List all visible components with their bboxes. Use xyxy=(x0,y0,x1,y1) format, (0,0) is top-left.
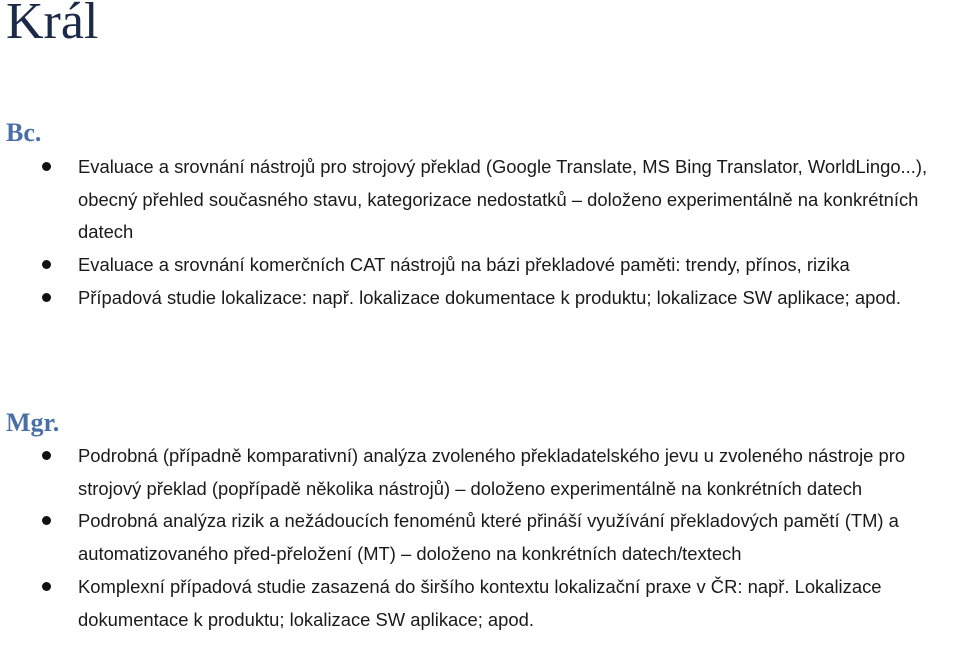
slide-title: Král xyxy=(6,0,99,50)
list-item-text: Komplexní případová studie zasazená do širšího kontextu lokalizační praxe v ČR: např. Lokalizace dokumentace k produktu; lokalizace SW aplikace; apod. xyxy=(78,575,882,630)
mgr-topic-list xyxy=(0,440,959,636)
list-item-text: Podrobná analýza rizik a nežádoucích fenoménů které přináší využívání překladových pamětí (TM) a automatizovaného před-přeložení (MT) – doloženo na konkrétních datech/textech xyxy=(78,510,899,565)
bullet-icon xyxy=(42,451,51,460)
list-item xyxy=(0,249,959,282)
list-item-text: Evaluace a srovnání komerčních CAT nástrojů na bázi překladové paměti: trendy, přínos, rizika xyxy=(78,254,850,276)
bullet-icon xyxy=(42,582,51,591)
section-heading-mgr: Mgr. xyxy=(6,408,60,437)
bullet-icon xyxy=(42,260,51,269)
list-item-text: Podrobná (případně komparativní) analýza zvoleného překladatelského jevu u zvoleného nástroje pro strojový překlad (popřípadě několika nástrojů) – doloženo experimentálně na konkrétních datech xyxy=(78,445,906,499)
list-item xyxy=(0,151,959,249)
list-item xyxy=(0,282,959,315)
bullet-icon xyxy=(42,293,51,302)
list-item-text: Případová studie lokalizace: např. lokalizace dokumentace k produktu; lokalizace SW aplikace; apod. xyxy=(78,286,901,308)
list-item-text: Evaluace a srovnání nástrojů pro strojový překlad (Google Translate, MS Bing Translator, WorldLingo...), obecný přehled současného stavu, kategorizace nedostatků – doloženo experimentálně na konkrétních datech xyxy=(78,156,928,243)
list-item xyxy=(0,505,959,570)
bullet-icon xyxy=(42,162,51,171)
bc-topic-list xyxy=(0,151,959,315)
list-item xyxy=(0,571,959,636)
bullet-icon xyxy=(42,516,51,525)
section-heading-bc: Bc. xyxy=(6,118,42,147)
list-item xyxy=(0,440,959,505)
